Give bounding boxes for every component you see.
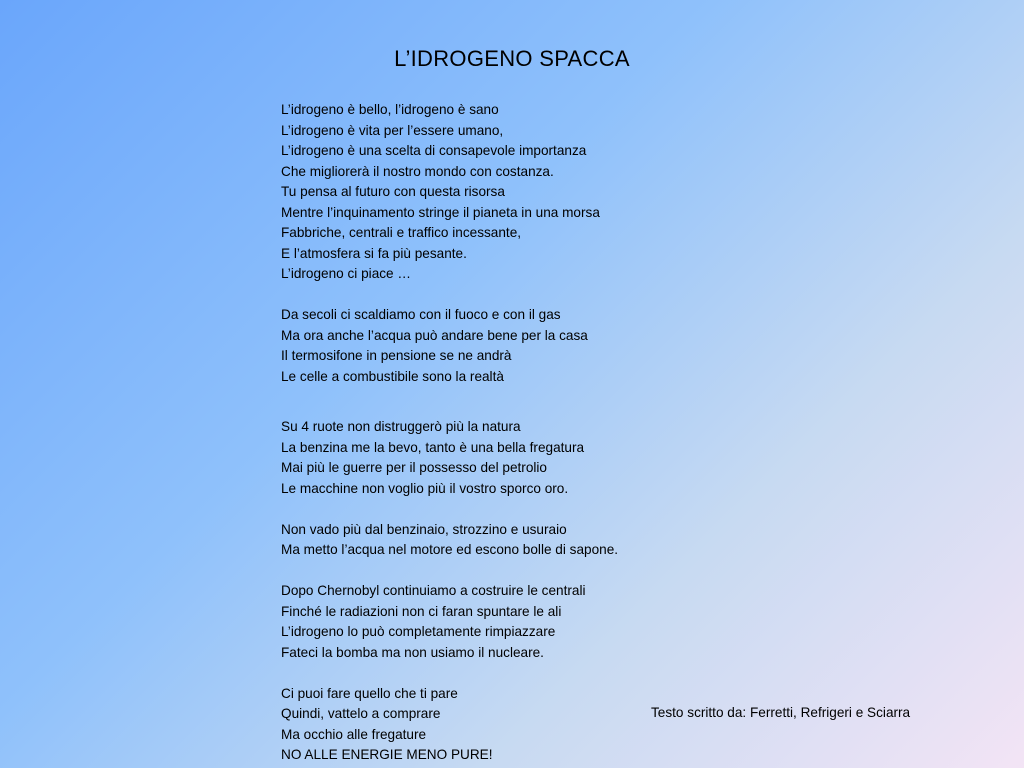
poem-stanza (281, 305, 618, 387)
poem-line: Mentre l’inquinamento stringe il pianeta in una morsa (281, 204, 600, 220)
poem-line: Da secoli ci scaldiamo con il fuoco e con il gas (281, 307, 561, 322)
poem-line: Il termosifone in pensione se ne andrà (281, 348, 512, 363)
poem-line: Le celle a combustibile sono la realtà (281, 368, 504, 384)
poem-line: La benzina me la bevo, tanto è una bella fregatura (281, 439, 585, 455)
poem-line: L’idrogeno è bello, l’idrogeno è sano (281, 102, 499, 117)
poem-line: L’idrogeno ci piace … (281, 266, 411, 281)
poem-stanza (281, 520, 618, 561)
poem-line: L’idrogeno è una scelta di consapevole importanza (281, 143, 587, 158)
poem-line: Su 4 ruote non distruggerò più la natura (281, 419, 521, 434)
poem-line: Le macchine non voglio più il vostro sporco oro. (281, 480, 569, 496)
poem-stanza (281, 100, 618, 285)
poem-line: Fabbriche, centrali e traffico incessante, (281, 225, 522, 240)
poem-line: E l’atmosfera si fa più pesante. (281, 245, 467, 261)
poem-line: Ma metto l’acqua nel motore ed escono bolle di sapone. (281, 542, 619, 557)
poem-line: Tu pensa al futuro con questa risorsa (281, 184, 505, 199)
poem-stanza (281, 684, 618, 766)
poem-line: Quindi, vattelo a comprare (281, 706, 441, 721)
author-credit: Testo scritto da: Ferretti, Refrigeri e Sciarra (651, 705, 911, 720)
poem-line: Ma ora anche l’acqua può andare bene per la casa (281, 327, 588, 343)
poem-line: NO ALLE ENERGIE MENO PURE! (281, 747, 493, 762)
slide-title: L’IDROGENO SPACCA (394, 46, 630, 71)
poem-line: Che migliorerà il nostro mondo con costanza. (281, 163, 554, 179)
poem-stanza (281, 581, 618, 663)
poem-line: Ma occhio alle fregature (281, 726, 427, 742)
poem-line: Ci puoi fare quello che ti pare (281, 685, 458, 701)
poem-stanza (281, 417, 618, 499)
poem-line: Fateci la bomba ma non usiamo il nucleare. (281, 644, 544, 660)
poem-line: Mai più le guerre per il possesso del petrolio (281, 460, 547, 475)
poem-line: Non vado più dal benzinaio, strozzino e usuraio (281, 521, 567, 537)
poem-line: L’idrogeno è vita per l’essere umano, (281, 122, 504, 138)
poem-line: Dopo Chernobyl continuiamo a costruire le centrali (281, 583, 586, 598)
poem-body (281, 100, 618, 766)
poem-line: Finché le radiazioni non ci faran spuntare le ali (281, 603, 562, 619)
poem-line: L’idrogeno lo può completamente rimpiazzare (281, 624, 556, 639)
